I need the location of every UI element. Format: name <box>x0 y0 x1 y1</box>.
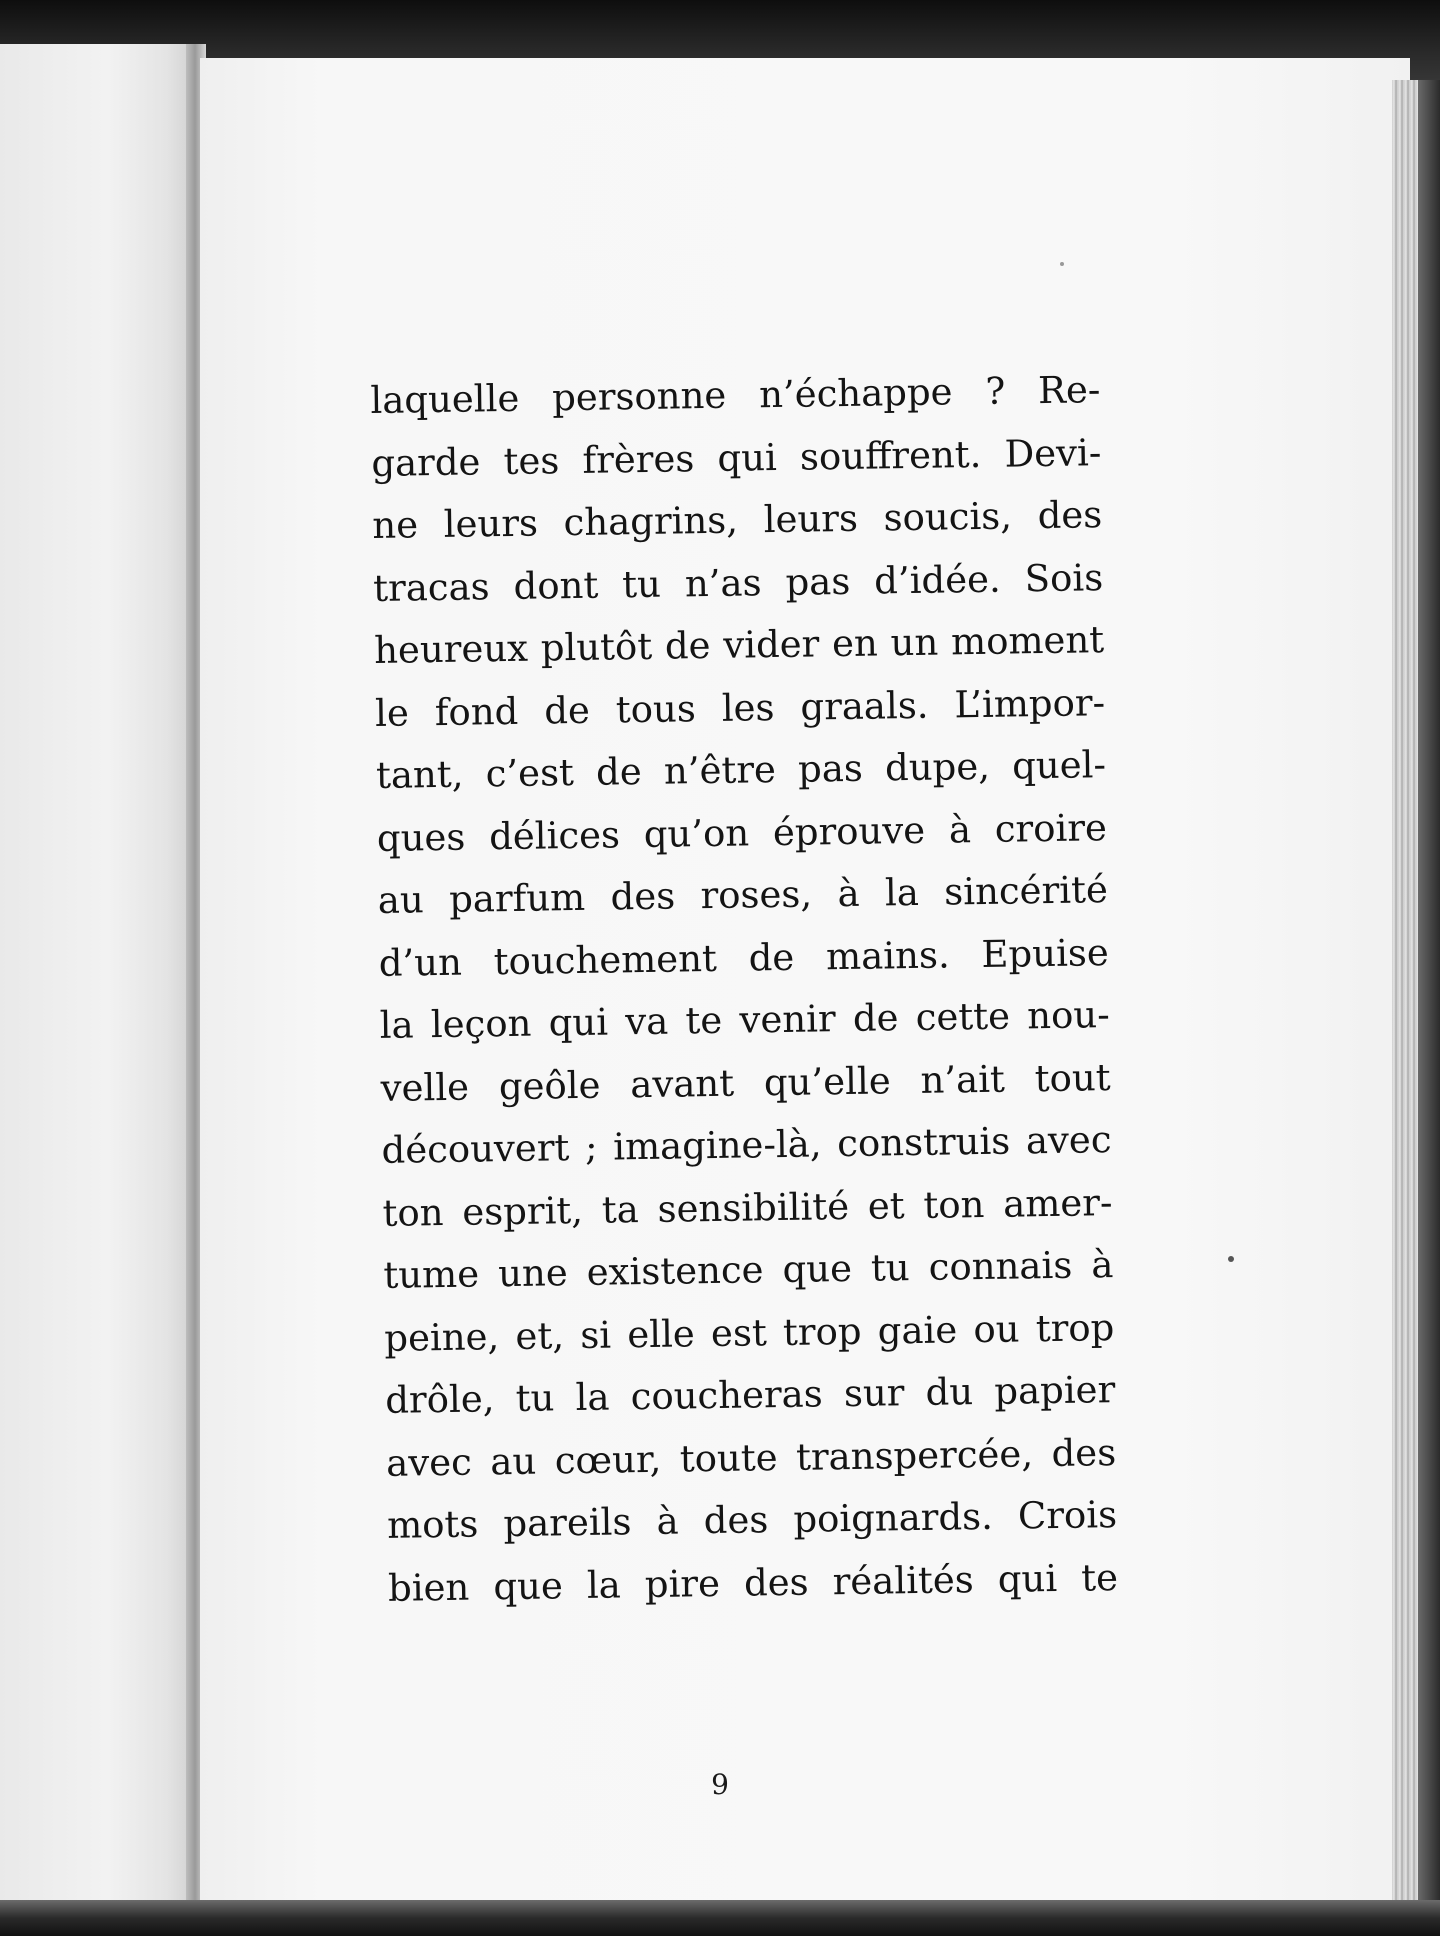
text-line: ne leurs chagrins, leurs soucis, des <box>371 493 1103 547</box>
text-line: tracas dont tu n’as pas d’idée. Sois <box>372 555 1104 610</box>
text-line: peine, et, si elle est trop gaie ou trop <box>384 1305 1115 1360</box>
text-line: ton esprit, ta sensibilité et ton amer- <box>382 1180 1113 1235</box>
text-line: le fond de tous les graals. L’impor- <box>374 680 1106 735</box>
text-line: la leçon qui va te venir de cette nou- <box>379 993 1110 1047</box>
text-line: tume une existence que tu connais à <box>383 1243 1114 1297</box>
bottom-shadow <box>0 1900 1440 1936</box>
text-line: tant, c’est de n’être pas dupe, quel- <box>375 743 1107 797</box>
text-line: d’un touchement de mains. Epuise <box>378 930 1110 985</box>
text-line: garde tes frères qui souffrent. Devi- <box>371 430 1102 485</box>
text-line: découvert ; imagine-là, construis avec <box>381 1118 1112 1172</box>
text-line: mots pareils à des poignards. Crois <box>386 1493 1118 1547</box>
text-line: ques délices qu’on éprouve à croire <box>376 805 1108 860</box>
text-line: velle geôle avant qu’elle n’ait tout <box>380 1055 1111 1110</box>
text-line: laquelle personne n’échappe ? Re- <box>370 368 1101 422</box>
text-line: drôle, tu la coucheras sur du papier <box>384 1368 1116 1422</box>
text-line: au parfum des roses, à la sincérité <box>377 868 1109 922</box>
text-line: bien que la pire des réalités qui te <box>387 1555 1119 1610</box>
page-number: 9 <box>711 1768 729 1801</box>
left-page <box>0 44 196 1908</box>
right-shadow <box>1418 80 1440 1936</box>
body-text <box>370 359 1118 1620</box>
paper-speck <box>1060 262 1064 266</box>
text-line: heureux plutôt de vider en un moment <box>373 618 1105 672</box>
text-line: avec au cœur, toute transpercée, des <box>385 1430 1117 1485</box>
paper-speck <box>1228 1256 1234 1262</box>
